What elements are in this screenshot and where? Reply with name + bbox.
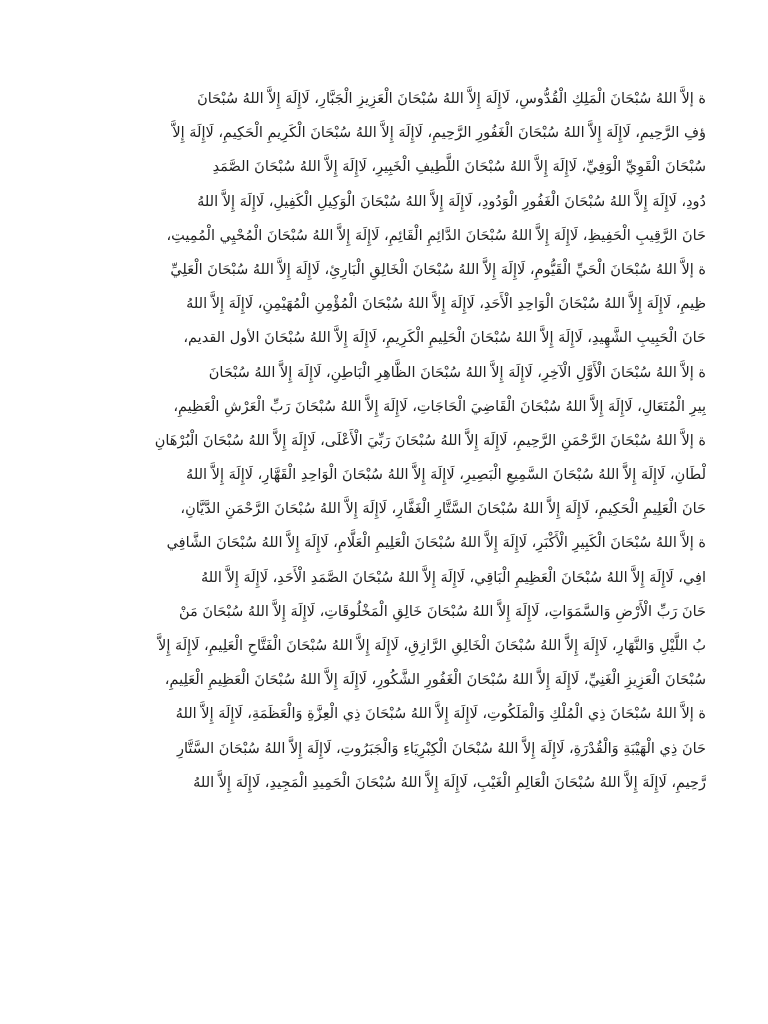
- text-line: ة إلاَّ اللهُ سُبْحَانَ الْكَبِيرِ الْأَكْبَرِ، لَاإِلَهَ إِلاَّ اللهُ سُبْحَانَ الْعَلِيمِ الْعَلَّامِ، لَاإِلَهَ إِلاَّ اللهُ سُبْحَانَ الشَّافِي: [166, 535, 706, 552]
- text-line: حَانَ الْعَلِيمِ الْحَكِيمِ، لَاإِلَهَ إِلاَّ اللهُ سُبْحَانَ السَّتَّارِ الْغَفَّارِ، لَاإِلَهَ إِلاَّ اللهُ سُبْحَانَ الرَّحْمَنِ الدَّيَّانِ،: [180, 501, 706, 518]
- text-line: ة إلاَّ اللهُ سُبْحَانَ الْأَوَّلِ الْآخِرِ، لَاإِلَهَ إِلاَّ اللهُ سُبْحَانَ الظَّاهِرِ الْبَاطِنِ، لَاإِلَهَ إِلاَّ اللهُ سُبْحَانَ: [208, 364, 706, 381]
- text-line: سُبْحَانَ الْعَزِيزِ الْغَنِيِّ، لَاإِلَهَ إِلاَّ اللهُ سُبْحَانَ الْغَفُورِ الشَّكُورِ، لَاإِلَهَ إِلاَّ اللهُ سُبْحَانَ الْعَظِيمِ الْعَلِيمِ،: [164, 672, 706, 689]
- arabic-text-block: [96, 82, 706, 800]
- text-line: لْطَانِ، لَاإِلَهَ إِلاَّ اللهُ سُبْحَانَ السَّمِيعِ الْبَصِيرِ، لَاإِلَهَ إِلاَّ اللهُ سُبْحَانَ الْوَاحِدِ الْقَهَّارِ، لَاإِلَهَ إِلاَّ اللهُ: [186, 467, 706, 484]
- text-line: ة إلاَّ اللهُ سُبْحَانَ ذِي الْمُلْكِ وَالْمَلَكُوتِ، لَاإِلَهَ إِلاَّ اللهُ سُبْحَانَ ذِي الْعِزَّةِ وَالْعَظَمَةِ، لَاإِلَهَ إِلاَّ اللهُ: [175, 706, 706, 723]
- text-line: ؤفِ الرَّحِيمِ، لَاإِلَهَ إِلاَّ اللهُ سُبْحَانَ الْغَفُورِ الرَّحِيمِ، لَاإِلَهَ إِلاَّ اللهُ سُبْحَانَ الْكَرِيمِ الْحَكِيمِ، لَاإِلَهَ إِلاَّ: [172, 125, 706, 142]
- text-line: ة إلاَّ اللهُ سُبْحَانَ الرَّحْمَنِ الرَّحِيمِ، لَاإِلَهَ إِلاَّ اللهُ سُبْحَانَ رَبِّيَ الْأَعْلَى، لَاإِلَهَ إِلاَّ اللهُ سُبْحَانَ الْبُرْهَانِ: [154, 432, 706, 449]
- text-line: ة إلاَّ اللهُ سُبْحَانَ الْمَلِكِ الْقُدُّوسِ، لَاإِلَهَ إِلاَّ اللهُ سُبْحَانَ الْعَزِيزِ الْجَبَّارِ، لَاإِلَهَ إِلاَّ اللهُ سُبْحَانَ: [197, 91, 706, 107]
- text-line: ة إلاَّ اللهُ سُبْحَانَ الْحَيِّ الْقَيُّومِ، لَاإِلَهَ إِلاَّ اللهُ سُبْحَانَ الْخَالِقِ الْبَارِئِ، لَاإِلَهَ إِلاَّ اللهُ سُبْحَانَ الْعَلِيِّ: [170, 261, 706, 278]
- text-line: رَّحِيمِ، لَاإِلَهَ إِلاَّ اللهُ سُبْحَانَ الْعَالِمِ الْغَيْبِ، لَاإِلَهَ إِلاَّ اللهُ سُبْحَانَ الْحَمِيدِ الْمَجِيدِ، لَاإِلَهَ إِلاَّ اللهُ: [193, 774, 706, 791]
- text-line: دُودِ، لَاإِلَهَ إِلاَّ اللهُ سُبْحَانَ الْغَفُورِ الْوَدُودِ، لَاإِلَهَ إِلاَّ اللهُ سُبْحَانَ الْوَكِيلِ الْكَفِيلِ، لَاإِلَهَ إِلاَّ اللهُ: [197, 193, 706, 210]
- text-line: حَانَ الْحَبِيبِ الشَّهِيدِ، لَاإِلَهَ إِلاَّ اللهُ سُبْحَانَ الْحَلِيمِ الْكَرِيمِ، لَاإِلَهَ إِلاَّ اللهُ سُبْحَانَ الأول القديم،: [183, 330, 706, 347]
- text-line: حَانَ رَبِّ الْأَرْضِ وَالسَّمَوَاتِ، لَاإِلَهَ إِلاَّ اللهُ سُبْحَانَ خَالِقِ الْمَخْلُوقَاتِ، لَاإِلَهَ إِلاَّ اللهُ سُبْحَانَ مَنْ: [178, 603, 706, 620]
- text-line: حَانَ الرَّقِيبِ الْحَفِيظِ، لَاإِلَهَ إِلاَّ اللهُ سُبْحَانَ الدَّائِمِ الْقَائِمِ، لَاإِلَهَ إِلاَّ اللهُ سُبْحَانَ الْمُحْيِي الْمُمِيتِ،: [166, 227, 706, 244]
- text-line: سُبْحَانَ الْقَوِيِّ الْوَفِيِّ، لَاإِلَهَ إِلاَّ اللهُ سُبْحَانَ اللَّطِيفِ الْخَبِيرِ، لَاإِلَهَ إِلاَّ اللهُ سُبْحَانَ الصَّمَدِ: [212, 159, 706, 176]
- text-line: بِيرِ الْمُتَعَالِ، لَاإِلَهَ إِلاَّ اللهُ سُبْحَانَ الْقَاضِيَ الْحَاجَاتِ، لَاإِلَهَ إِلاَّ اللهُ سُبْحَانَ رَبِّ الْعَرْشِ الْعَظِيمِ،: [173, 398, 706, 415]
- text-line: حَانَ ذِي الْهَيْبَةِ وَالْقُدْرَةِ، لَاإِلَهَ إِلاَّ اللهُ سُبْحَانَ الْكِبْرِيَاءِ وَالْجَبَرُوتِ، لَاإِلَهَ إِلاَّ اللهُ سُبْحَانَ السَّتَّارِ: [176, 740, 706, 757]
- text-line: بُ اللَّيْلِ وَالنَّهَارِ، لَاإِلَهَ إِلاَّ اللهُ سُبْحَانَ الْخَالِقِ الرَّازِقِ، لَاإِلَهَ إِلاَّ اللهُ سُبْحَانَ الْفَتَّاحِ الْعَلِيمِ، لَاإِلَهَ إِلاَّ: [158, 638, 706, 654]
- text-line: افِي، لَاإِلَهَ إِلاَّ اللهُ سُبْحَانَ الْعَظِيمِ الْبَاقِي، لَاإِلَهَ إِلاَّ اللهُ سُبْحَانَ الصَّمَدِ الْأَحَدِ، لَاإِلَهَ إِلاَّ اللهُ: [200, 569, 706, 586]
- text-line: ظِيمِ، لَاإِلَهَ إِلاَّ اللهُ سُبْحَانَ الْوَاحِدِ الْأَحَدِ، لَاإِلَهَ إِلاَّ اللهُ سُبْحَانَ الْمُؤْمِنِ الْمُهَيْمِنِ، لَاإِلَهَ إِلاَّ اللهُ: [186, 296, 706, 313]
